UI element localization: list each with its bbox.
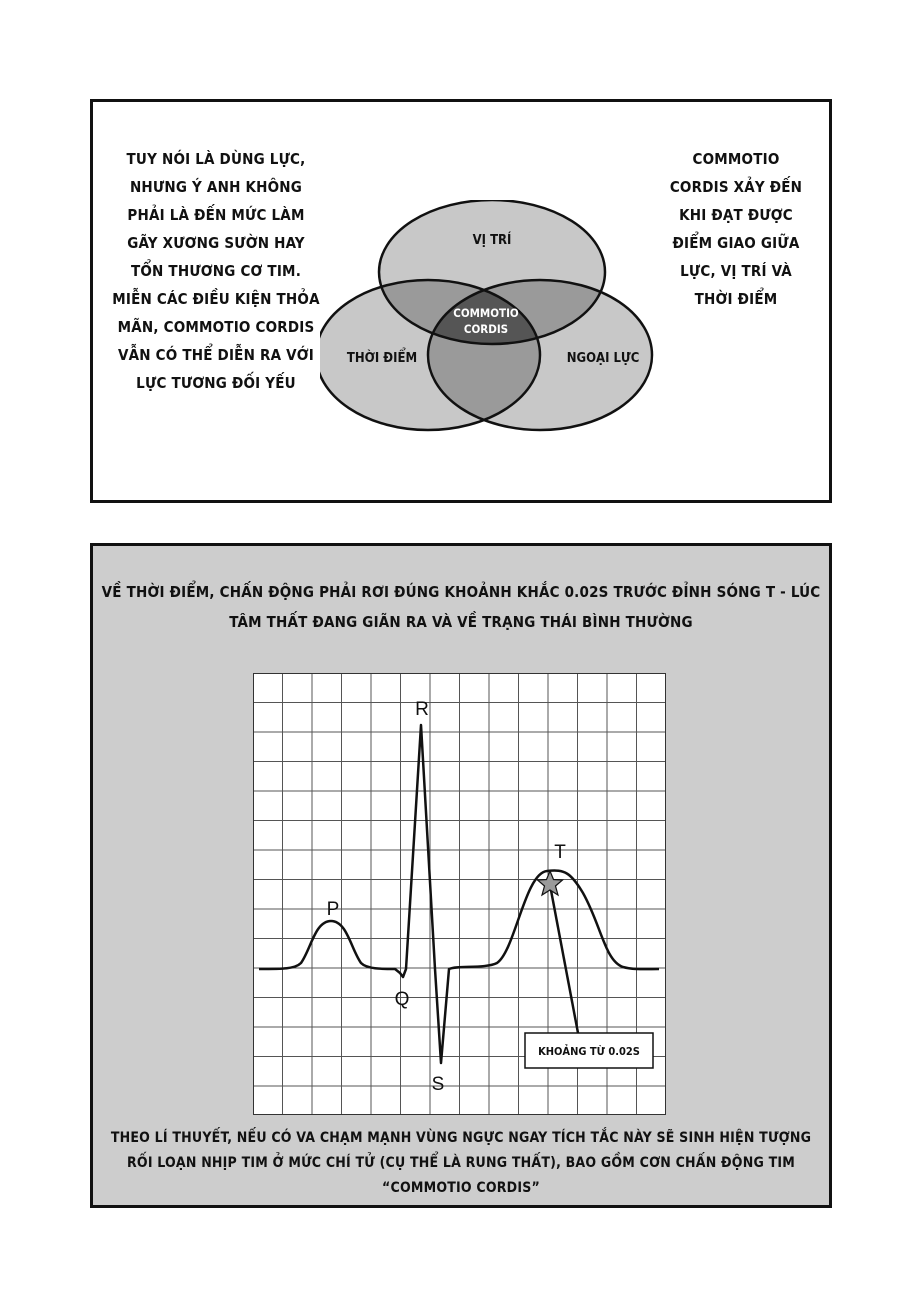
right-note-text: COMMOTIO CORDIS XẢY ĐẾN KHI ĐẠT ĐƯỢC ĐIỂM GIAO GIỮA LỰC, VỊ TRÍ VÀ THỜI ĐIỂM — [669, 150, 803, 308]
wave-label-t: T — [554, 842, 566, 863]
ecg-title: VỀ THỜI ĐIỂM, CHẤN ĐỘNG PHẢI RƠI ĐÚNG KHOẢNH KHẮC 0.02S TRƯỚC ĐỈNH SÓNG T - LÚC TÂM THẤT ĐANG GIÃN RA VÀ VỀ TRẠNG THÁI BÌNH THƯỜNG — [101, 583, 821, 631]
wave-label-s: S — [431, 1074, 445, 1095]
wave-label-r: R — [415, 699, 429, 720]
left-note-text: TUY NÓI LÀ DÙNG LỰC, NHƯNG Ý ANH KHÔNG PHẢI LÀ ĐẾN MỨC LÀM GÃY XƯƠNG SƯỜN HAY TỔN THƯƠNG CƠ TIM. MIỄN CÁC ĐIỀU KIỆN THỎA MÃN, COMMOTIO CORDIS VẪN CÓ THỂ DIỄN RA VỚI LỰC TƯƠNG ĐỐI YẾU — [112, 150, 320, 392]
venn-center-label-1: Commotio — [453, 306, 519, 320]
venn-label-position: Vị trí — [472, 233, 512, 248]
wave-label-q: Q — [394, 989, 410, 1010]
callout-label: Khoảng từ 0.02s — [538, 1045, 640, 1058]
ecg-footer-text: THEO LÍ THUYẾT, NẾU CÓ VA CHẠM MẠNH VÙNG NGỰC NGAY TÍCH TẮC NÀY SẼ SINH HIỆN TƯỢNG RỐI LOẠN NHỊP TIM Ở MỨC CHÍ TỬ (CỤ THỂ LÀ RUNG THẤT), BAO GỒM CƠN CHẤN ĐỘNG TIM “COMMOTIO CORDIS” — [110, 1130, 812, 1196]
venn-label-timing: Thời điểm — [346, 351, 418, 366]
venn-center-label-2: Cordis — [463, 322, 509, 336]
venn-diagram — [320, 200, 660, 440]
wave-label-p: P — [326, 899, 340, 920]
venn-label-force: Ngoại lực — [566, 351, 640, 366]
ecg-chart — [253, 673, 666, 1115]
